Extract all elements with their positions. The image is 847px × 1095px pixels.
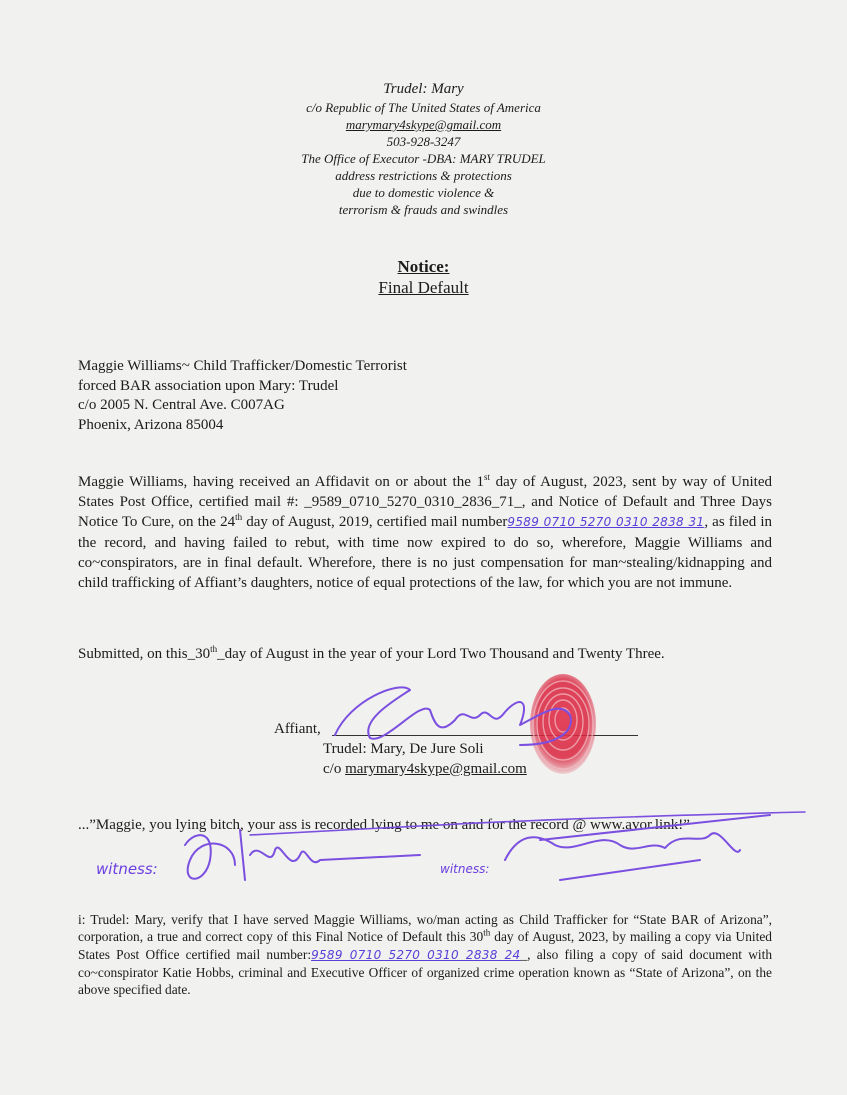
- body-text-d: , as filed in the record, and having failed to rebut, with time now expired to do so, wherefore, Maggie Williams and co~conspirators, are in final default. Wherefore, there is no just compensation for man~stealing/kidnapping and child trafficking of Affiant’s daughters, notice of equal protections of the law, for which you are not immune.: [78, 514, 773, 592]
- notice-subtitle: Final Default: [378, 278, 469, 297]
- cert-text-c: _, also filing a copy of said document with co~conspirator Katie Hobbs, criminal and Executive Officer of organized crime operation known as “State of Arizona”, on the above specified date.: [78, 946, 773, 998]
- body-sup-1: st: [483, 472, 490, 482]
- affiant-signature: [335, 687, 571, 745]
- quote-strike-line: [250, 812, 805, 835]
- certificate-of-service: [78, 911, 772, 998]
- witness-2-label: witness:: [440, 862, 490, 876]
- cert-sup: th: [483, 927, 491, 938]
- affiant-label: Affiant,: [274, 721, 321, 737]
- sender-email[interactable]: marymary4skype@gmail.com: [345, 117, 502, 132]
- body-text-c: day of August, 2019, certified mail number: [242, 514, 508, 531]
- witness-1-signature: [185, 830, 420, 880]
- sender-note-3: terrorism & frauds and swindles: [338, 202, 509, 217]
- quote-line: ...”Maggie, you lying bitch, your ass is recorded lying to me on and for the record @ www.avor.link!”: [78, 817, 690, 833]
- cert-text-a: i: Trudel: Mary, verify that I have served Maggie Williams, wo/man acting as Child Trafficker for “State BAR of Arizona”, corporation, a true and correct copy of this Final Notice of Default this 30: [78, 912, 772, 945]
- cert-text-b: day of August, 2023, by mailing a copy via United States Post Office certified mail number:: [78, 929, 773, 962]
- addressee-line-4: Phoenix, Arizona 85004: [78, 416, 224, 433]
- body-text-a: Maggie Williams, having received an Affidavit on or about the 1: [78, 474, 484, 490]
- body-text-b: day of August, 2023, sent by way of United States Post Office, certified mail #: _9589_0710_5270_0310_2836_71_, and Notice of Default and Three Days Notice To Cure, on the 24: [78, 474, 772, 531]
- addressee-line-3: c/o 2005 N. Central Ave. C007AG: [78, 397, 285, 413]
- affiant-care-of: c/o: [323, 761, 346, 777]
- affiant-email[interactable]: marymary4skype@gmail.com: [345, 761, 527, 777]
- sender-note-1: address restrictions & protections: [335, 168, 512, 183]
- sender-care-of: c/o Republic of The United States of America: [306, 100, 541, 115]
- addressee-line-1: Maggie Williams~ Child Trafficker/Domestic Terrorist: [78, 358, 407, 374]
- sender-office: The Office of Executor -DBA: MARY TRUDEL: [301, 151, 546, 166]
- sender-phone: 503-928-3247: [386, 134, 461, 149]
- notice-title: Notice:: [397, 257, 450, 276]
- addressee-line-2: forced BAR association upon Mary: Trudel: [78, 377, 339, 394]
- sender-name: Trudel: Mary: [383, 81, 464, 97]
- sender-note-2: due to domestic violence &: [352, 185, 495, 200]
- submitted-text-a: Submitted, on this_30: [78, 646, 211, 662]
- handwritten-mail-number: 9589 0710 5270 0310 2838 31: [507, 515, 705, 530]
- witness-2-signature: [505, 815, 770, 880]
- submitted-text-b: _day of August in the year of your Lord Two Thousand and Twenty Three.: [217, 646, 665, 662]
- affiant-name: Trudel: Mary, De Jure Soli: [323, 741, 484, 757]
- witness-1-label: witness:: [96, 860, 158, 878]
- submitted-sup: th: [210, 644, 218, 654]
- body-sup-2: th: [235, 512, 243, 523]
- handwritten-cert-mail-number: 9589 0710 5270 0310 2838 24: [311, 947, 521, 962]
